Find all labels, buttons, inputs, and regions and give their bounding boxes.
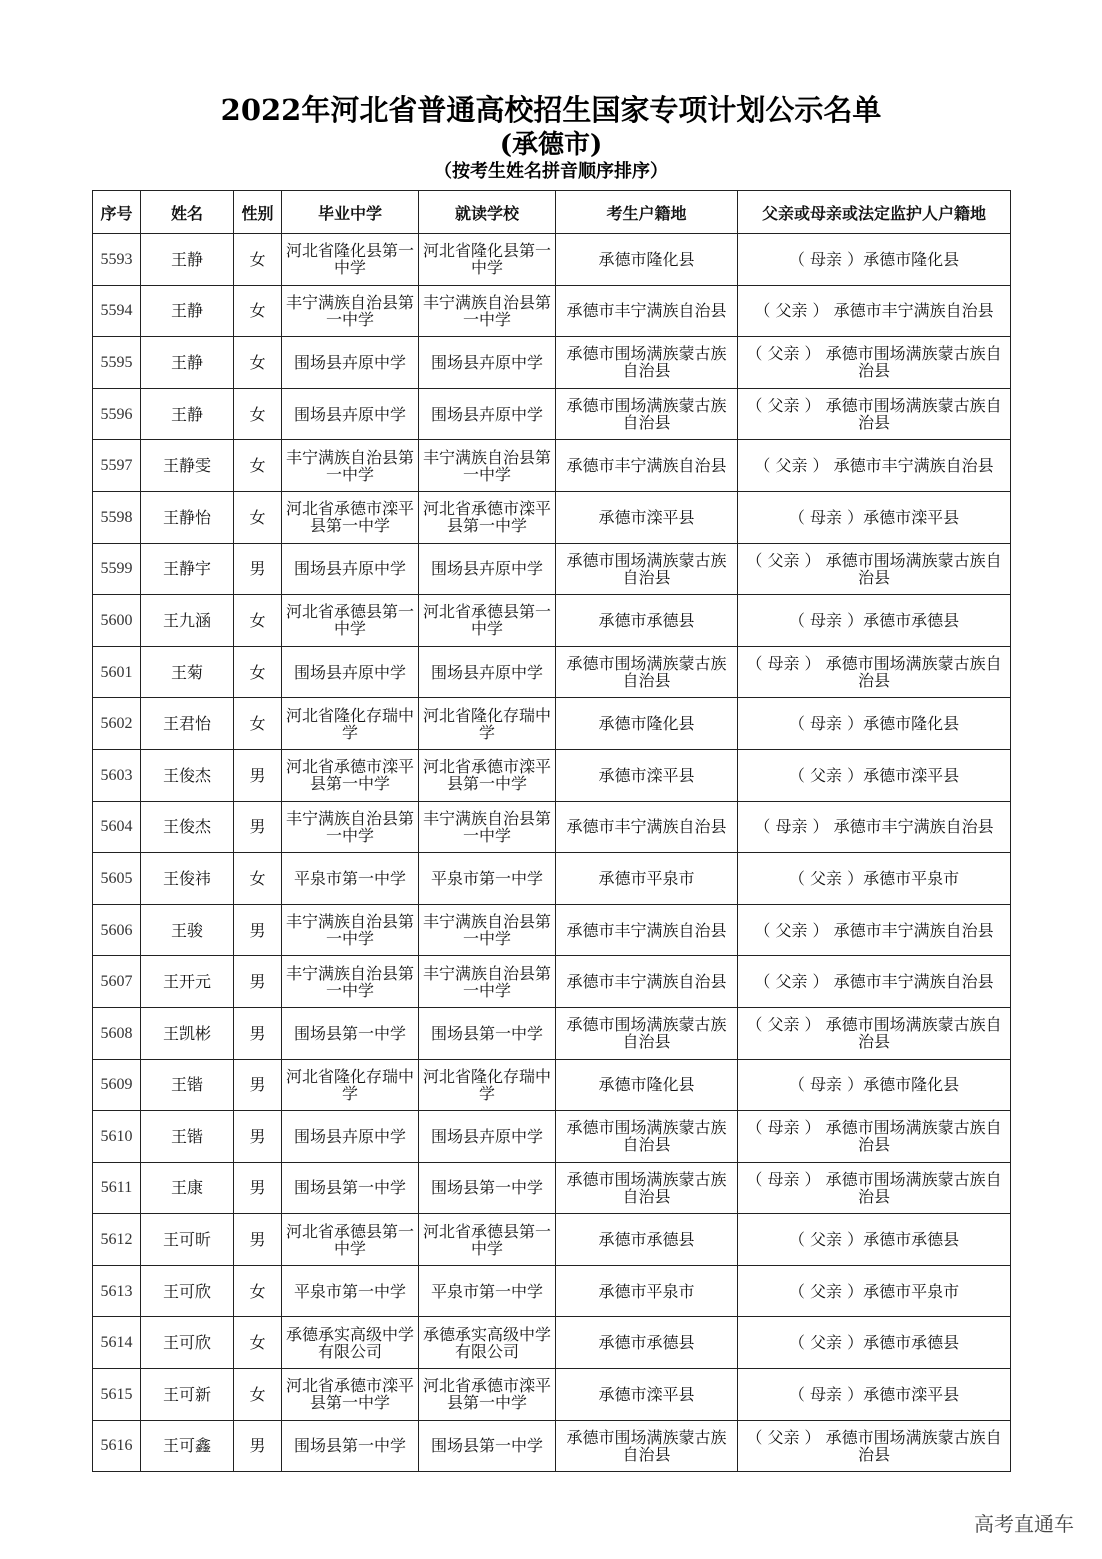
cell-name: 王九涵 bbox=[141, 595, 234, 647]
table-row bbox=[93, 698, 1011, 750]
col-header-index: 序号 bbox=[93, 191, 141, 234]
cell-household-registration: 承德市滦平县 bbox=[556, 491, 738, 543]
cell-graduated-school: 承德承实高级中学有限公司 bbox=[282, 1317, 419, 1369]
cell-guardian-registration: （ 母亲 ） 承德市围场满族蒙古族自治县 bbox=[738, 1111, 1011, 1163]
cell-household-registration: 承德市围场满族蒙古族自治县 bbox=[556, 543, 738, 595]
table-row bbox=[93, 285, 1011, 337]
table-row bbox=[93, 388, 1011, 440]
col-header-gender: 性别 bbox=[234, 191, 282, 234]
cell-current-school: 河北省承德县第一中学 bbox=[419, 595, 556, 647]
cell-household-registration: 承德市围场满族蒙古族自治县 bbox=[556, 337, 738, 389]
cell-gender: 男 bbox=[234, 1059, 282, 1111]
cell-name: 王凯彬 bbox=[141, 1007, 234, 1059]
table-row bbox=[93, 543, 1011, 595]
cell-guardian-registration: （ 父亲 ） 承德市丰宁满族自治县 bbox=[738, 440, 1011, 492]
cell-index: 5610 bbox=[93, 1111, 141, 1163]
table-row bbox=[93, 595, 1011, 647]
cell-index: 5605 bbox=[93, 853, 141, 905]
cell-graduated-school: 河北省承德市滦平县第一中学 bbox=[282, 1369, 419, 1421]
cell-name: 王可欣 bbox=[141, 1265, 234, 1317]
cell-index: 5614 bbox=[93, 1317, 141, 1369]
cell-guardian-registration: （ 父亲 ）承德市平泉市 bbox=[738, 853, 1011, 905]
cell-gender: 女 bbox=[234, 285, 282, 337]
cell-gender: 女 bbox=[234, 491, 282, 543]
cell-index: 5593 bbox=[93, 234, 141, 286]
cell-current-school: 平泉市第一中学 bbox=[419, 853, 556, 905]
cell-household-registration: 承德市滦平县 bbox=[556, 1369, 738, 1421]
cell-gender: 男 bbox=[234, 1214, 282, 1266]
table-body bbox=[93, 234, 1011, 1472]
table-row bbox=[93, 234, 1011, 286]
cell-guardian-registration: （ 父亲 ） 承德市丰宁满族自治县 bbox=[738, 904, 1011, 956]
cell-gender: 男 bbox=[234, 904, 282, 956]
table-row bbox=[93, 440, 1011, 492]
cell-current-school: 围场县第一中学 bbox=[419, 1162, 556, 1214]
cell-guardian-registration: （ 父亲 ） 承德市围场满族蒙古族自治县 bbox=[738, 543, 1011, 595]
cell-gender: 男 bbox=[234, 1007, 282, 1059]
admissions-table bbox=[92, 190, 1011, 1472]
cell-guardian-registration: （ 母亲 ） 承德市丰宁满族自治县 bbox=[738, 801, 1011, 853]
col-header-current-school: 就读学校 bbox=[419, 191, 556, 234]
cell-guardian-registration: （ 父亲 ） 承德市围场满族蒙古族自治县 bbox=[738, 1420, 1011, 1472]
watermark: 高考直通车 bbox=[974, 1512, 1074, 1536]
cell-index: 5595 bbox=[93, 337, 141, 389]
cell-graduated-school: 围场县第一中学 bbox=[282, 1162, 419, 1214]
cell-name: 王静 bbox=[141, 285, 234, 337]
cell-graduated-school: 平泉市第一中学 bbox=[282, 1265, 419, 1317]
cell-index: 5602 bbox=[93, 698, 141, 750]
cell-household-registration: 承德市丰宁满族自治县 bbox=[556, 285, 738, 337]
cell-current-school: 平泉市第一中学 bbox=[419, 1265, 556, 1317]
cell-current-school: 河北省隆化县第一中学 bbox=[419, 234, 556, 286]
cell-index: 5609 bbox=[93, 1059, 141, 1111]
cell-index: 5603 bbox=[93, 749, 141, 801]
col-header-graduated-school: 毕业中学 bbox=[282, 191, 419, 234]
cell-household-registration: 承德市隆化县 bbox=[556, 1059, 738, 1111]
cell-gender: 女 bbox=[234, 388, 282, 440]
cell-guardian-registration: （ 母亲 ）承德市隆化县 bbox=[738, 234, 1011, 286]
cell-graduated-school: 河北省隆化县第一中学 bbox=[282, 234, 419, 286]
sort-note: （按考生姓名拼音顺序排序） bbox=[434, 161, 668, 182]
cell-guardian-registration: （ 母亲 ）承德市承德县 bbox=[738, 595, 1011, 647]
cell-gender: 男 bbox=[234, 956, 282, 1008]
cell-index: 5611 bbox=[93, 1162, 141, 1214]
cell-gender: 男 bbox=[234, 1420, 282, 1472]
cell-graduated-school: 丰宁满族自治县第一中学 bbox=[282, 801, 419, 853]
cell-current-school: 围场县卉原中学 bbox=[419, 1111, 556, 1163]
cell-graduated-school: 丰宁满族自治县第一中学 bbox=[282, 904, 419, 956]
cell-current-school: 围场县卉原中学 bbox=[419, 543, 556, 595]
cell-graduated-school: 河北省承德县第一中学 bbox=[282, 595, 419, 647]
cell-current-school: 河北省承德市滦平县第一中学 bbox=[419, 749, 556, 801]
table-header-row bbox=[93, 191, 1011, 234]
table-row bbox=[93, 1059, 1011, 1111]
cell-index: 5616 bbox=[93, 1420, 141, 1472]
cell-gender: 女 bbox=[234, 698, 282, 750]
cell-name: 王静怡 bbox=[141, 491, 234, 543]
cell-current-school: 丰宁满族自治县第一中学 bbox=[419, 904, 556, 956]
cell-index: 5612 bbox=[93, 1214, 141, 1266]
cell-current-school: 河北省承德市滦平县第一中学 bbox=[419, 491, 556, 543]
cell-household-registration: 承德市丰宁满族自治县 bbox=[556, 956, 738, 1008]
page-title: 2022年河北省普通高校招生国家专项计划公示名单 bbox=[220, 93, 882, 127]
col-header-name: 姓名 bbox=[141, 191, 234, 234]
cell-name: 王菊 bbox=[141, 646, 234, 698]
cell-index: 5599 bbox=[93, 543, 141, 595]
cell-index: 5604 bbox=[93, 801, 141, 853]
cell-current-school: 围场县卉原中学 bbox=[419, 388, 556, 440]
cell-gender: 男 bbox=[234, 801, 282, 853]
cell-gender: 女 bbox=[234, 646, 282, 698]
cell-household-registration: 承德市围场满族蒙古族自治县 bbox=[556, 646, 738, 698]
cell-current-school: 丰宁满族自治县第一中学 bbox=[419, 801, 556, 853]
cell-current-school: 围场县卉原中学 bbox=[419, 337, 556, 389]
cell-household-registration: 承德市丰宁满族自治县 bbox=[556, 801, 738, 853]
cell-gender: 女 bbox=[234, 337, 282, 389]
table-row bbox=[93, 491, 1011, 543]
table-row bbox=[93, 1369, 1011, 1421]
cell-name: 王康 bbox=[141, 1162, 234, 1214]
cell-name: 王锴 bbox=[141, 1059, 234, 1111]
cell-household-registration: 承德市平泉市 bbox=[556, 853, 738, 905]
cell-graduated-school: 围场县第一中学 bbox=[282, 1007, 419, 1059]
cell-household-registration: 承德市围场满族蒙古族自治县 bbox=[556, 1162, 738, 1214]
table-row bbox=[93, 1111, 1011, 1163]
col-header-guardian-registration: 父亲或母亲或法定监护人户籍地 bbox=[738, 191, 1011, 234]
cell-household-registration: 承德市围场满族蒙古族自治县 bbox=[556, 388, 738, 440]
cell-gender: 女 bbox=[234, 1317, 282, 1369]
table-row bbox=[93, 853, 1011, 905]
cell-index: 5608 bbox=[93, 1007, 141, 1059]
cell-index: 5598 bbox=[93, 491, 141, 543]
cell-index: 5613 bbox=[93, 1265, 141, 1317]
cell-household-registration: 承德市承德县 bbox=[556, 1317, 738, 1369]
cell-name: 王可鑫 bbox=[141, 1420, 234, 1472]
cell-guardian-registration: （ 父亲 ）承德市承德县 bbox=[738, 1214, 1011, 1266]
cell-index: 5600 bbox=[93, 595, 141, 647]
cell-guardian-registration: （ 父亲 ）承德市滦平县 bbox=[738, 749, 1011, 801]
cell-guardian-registration: （ 母亲 ） 承德市围场满族蒙古族自治县 bbox=[738, 646, 1011, 698]
cell-guardian-registration: （ 母亲 ）承德市隆化县 bbox=[738, 1059, 1011, 1111]
cell-guardian-registration: （ 父亲 ） 承德市丰宁满族自治县 bbox=[738, 285, 1011, 337]
cell-gender: 男 bbox=[234, 749, 282, 801]
table-row bbox=[93, 1007, 1011, 1059]
cell-gender: 女 bbox=[234, 440, 282, 492]
table-row bbox=[93, 337, 1011, 389]
cell-name: 王俊杰 bbox=[141, 749, 234, 801]
cell-name: 王开元 bbox=[141, 956, 234, 1008]
cell-current-school: 丰宁满族自治县第一中学 bbox=[419, 956, 556, 1008]
table-row bbox=[93, 1162, 1011, 1214]
cell-index: 5615 bbox=[93, 1369, 141, 1421]
cell-guardian-registration: （ 父亲 ） 承德市围场满族蒙古族自治县 bbox=[738, 337, 1011, 389]
table-row bbox=[93, 749, 1011, 801]
cell-gender: 男 bbox=[234, 1111, 282, 1163]
cell-household-registration: 承德市平泉市 bbox=[556, 1265, 738, 1317]
cell-name: 王锴 bbox=[141, 1111, 234, 1163]
cell-graduated-school: 围场县卉原中学 bbox=[282, 337, 419, 389]
cell-graduated-school: 河北省承德县第一中学 bbox=[282, 1214, 419, 1266]
cell-gender: 女 bbox=[234, 234, 282, 286]
cell-household-registration: 承德市围场满族蒙古族自治县 bbox=[556, 1420, 738, 1472]
cell-gender: 女 bbox=[234, 853, 282, 905]
table-row bbox=[93, 646, 1011, 698]
cell-graduated-school: 河北省承德市滦平县第一中学 bbox=[282, 491, 419, 543]
cell-guardian-registration: （ 父亲 ） 承德市围场满族蒙古族自治县 bbox=[738, 388, 1011, 440]
cell-name: 王可新 bbox=[141, 1369, 234, 1421]
cell-current-school: 丰宁满族自治县第一中学 bbox=[419, 285, 556, 337]
cell-current-school: 河北省承德县第一中学 bbox=[419, 1214, 556, 1266]
cell-guardian-registration: （ 父亲 ）承德市承德县 bbox=[738, 1317, 1011, 1369]
cell-guardian-registration: （ 父亲 ） 承德市丰宁满族自治县 bbox=[738, 956, 1011, 1008]
cell-current-school: 围场县卉原中学 bbox=[419, 646, 556, 698]
cell-household-registration: 承德市围场满族蒙古族自治县 bbox=[556, 1111, 738, 1163]
cell-index: 5601 bbox=[93, 646, 141, 698]
table-row bbox=[93, 801, 1011, 853]
cell-graduated-school: 丰宁满族自治县第一中学 bbox=[282, 956, 419, 1008]
cell-name: 王俊祎 bbox=[141, 853, 234, 905]
table-row bbox=[93, 1317, 1011, 1369]
cell-gender: 女 bbox=[234, 1369, 282, 1421]
cell-graduated-school: 围场县卉原中学 bbox=[282, 646, 419, 698]
cell-name: 王静雯 bbox=[141, 440, 234, 492]
cell-index: 5594 bbox=[93, 285, 141, 337]
cell-name: 王可欣 bbox=[141, 1317, 234, 1369]
cell-household-registration: 承德市隆化县 bbox=[556, 234, 738, 286]
cell-index: 5597 bbox=[93, 440, 141, 492]
cell-household-registration: 承德市丰宁满族自治县 bbox=[556, 904, 738, 956]
cell-name: 王俊杰 bbox=[141, 801, 234, 853]
cell-current-school: 围场县第一中学 bbox=[419, 1420, 556, 1472]
cell-graduated-school: 河北省隆化存瑞中学 bbox=[282, 1059, 419, 1111]
cell-household-registration: 承德市承德县 bbox=[556, 1214, 738, 1266]
cell-name: 王静 bbox=[141, 388, 234, 440]
cell-index: 5596 bbox=[93, 388, 141, 440]
cell-name: 王静 bbox=[141, 234, 234, 286]
cell-household-registration: 承德市隆化县 bbox=[556, 698, 738, 750]
cell-name: 王静宇 bbox=[141, 543, 234, 595]
cell-current-school: 承德承实高级中学有限公司 bbox=[419, 1317, 556, 1369]
cell-household-registration: 承德市丰宁满族自治县 bbox=[556, 440, 738, 492]
cell-gender: 男 bbox=[234, 1162, 282, 1214]
cell-gender: 女 bbox=[234, 1265, 282, 1317]
cell-gender: 女 bbox=[234, 595, 282, 647]
table-row bbox=[93, 956, 1011, 1008]
cell-graduated-school: 河北省承德市滦平县第一中学 bbox=[282, 749, 419, 801]
table-row bbox=[93, 904, 1011, 956]
cell-guardian-registration: （ 母亲 ）承德市滦平县 bbox=[738, 1369, 1011, 1421]
cell-name: 王骏 bbox=[141, 904, 234, 956]
page-subtitle: (承德市) bbox=[499, 130, 603, 160]
cell-guardian-registration: （ 母亲 ）承德市滦平县 bbox=[738, 491, 1011, 543]
cell-guardian-registration: （ 母亲 ） 承德市围场满族蒙古族自治县 bbox=[738, 1162, 1011, 1214]
table-row bbox=[93, 1214, 1011, 1266]
cell-graduated-school: 河北省隆化存瑞中学 bbox=[282, 698, 419, 750]
cell-graduated-school: 围场县卉原中学 bbox=[282, 1111, 419, 1163]
cell-guardian-registration: （ 父亲 ）承德市平泉市 bbox=[738, 1265, 1011, 1317]
cell-graduated-school: 围场县卉原中学 bbox=[282, 388, 419, 440]
table-row bbox=[93, 1265, 1011, 1317]
cell-graduated-school: 围场县卉原中学 bbox=[282, 543, 419, 595]
cell-current-school: 河北省承德市滦平县第一中学 bbox=[419, 1369, 556, 1421]
cell-current-school: 围场县第一中学 bbox=[419, 1007, 556, 1059]
cell-index: 5607 bbox=[93, 956, 141, 1008]
cell-graduated-school: 丰宁满族自治县第一中学 bbox=[282, 440, 419, 492]
col-header-household-registration: 考生户籍地 bbox=[556, 191, 738, 234]
cell-graduated-school: 围场县第一中学 bbox=[282, 1420, 419, 1472]
cell-gender: 男 bbox=[234, 543, 282, 595]
table-row bbox=[93, 1420, 1011, 1472]
cell-household-registration: 承德市承德县 bbox=[556, 595, 738, 647]
cell-current-school: 河北省隆化存瑞中学 bbox=[419, 698, 556, 750]
cell-name: 王君怡 bbox=[141, 698, 234, 750]
cell-index: 5606 bbox=[93, 904, 141, 956]
cell-current-school: 丰宁满族自治县第一中学 bbox=[419, 440, 556, 492]
cell-household-registration: 承德市围场满族蒙古族自治县 bbox=[556, 1007, 738, 1059]
cell-name: 王静 bbox=[141, 337, 234, 389]
cell-guardian-registration: （ 母亲 ）承德市隆化县 bbox=[738, 698, 1011, 750]
cell-household-registration: 承德市滦平县 bbox=[556, 749, 738, 801]
cell-graduated-school: 平泉市第一中学 bbox=[282, 853, 419, 905]
cell-name: 王可昕 bbox=[141, 1214, 234, 1266]
cell-current-school: 河北省隆化存瑞中学 bbox=[419, 1059, 556, 1111]
cell-guardian-registration: （ 父亲 ） 承德市围场满族蒙古族自治县 bbox=[738, 1007, 1011, 1059]
cell-graduated-school: 丰宁满族自治县第一中学 bbox=[282, 285, 419, 337]
